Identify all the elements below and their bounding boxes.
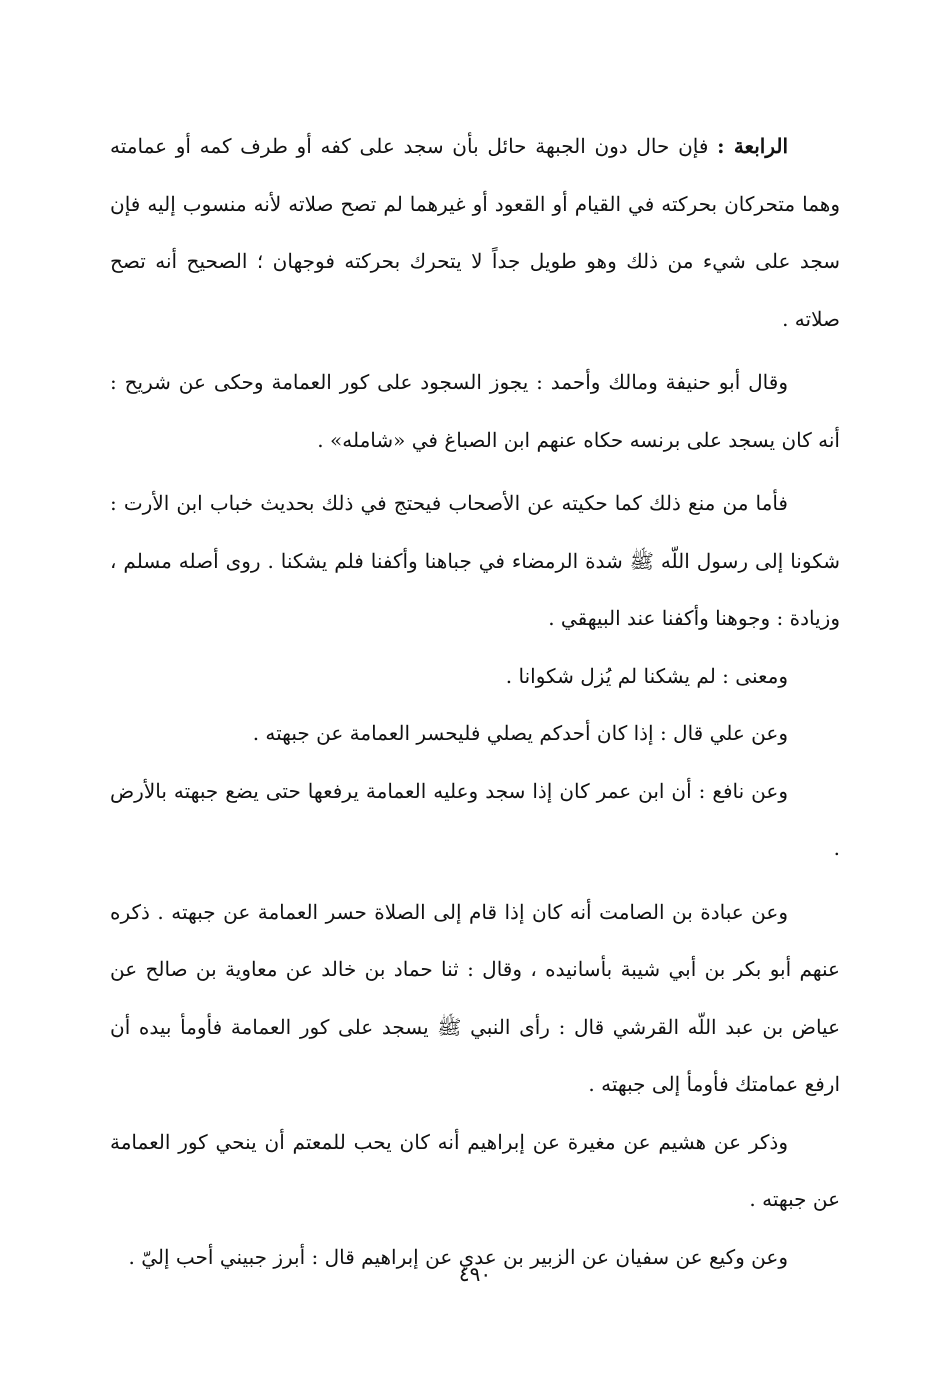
paragraph-ubada: وعن عبادة بن الصامت أنه كان إذا قام إلى الصلاة حسر العمامة عن جبهته . ذكره عنهم أبو بكر بن أبي شيبة بأسانيده ، وقال : ثنا حماد بن خالد عن معاوية بن صالح عن عياض بن عبد اللّه القرشي قال : رأى النبي ﷺ يسجد على كور العمامة فأومأ بيده أن ارفع عمامتك فأومأ إلى جبهته . [110, 899, 840, 1096]
page-number: ٤٩٠ [458, 1262, 492, 1286]
paragraph-lead-label: الرابعة : [717, 134, 789, 158]
paragraph-khabbab-hadith: فأما من منع ذلك كما حكيته عن الأصحاب فيحتج في ذلك بحديث خباب ابن الأرت : شكونا إلى رسول اللّه ﷺ شدة الرمضاء في جباهنا وأكفنا فلم يشكنا . روى أصله مسلم ، وزيادة : وجوهنا وأكفنا عند البيهقي . [110, 491, 840, 630]
page-body [110, 118, 840, 1278]
paragraph-abu-hanifa: وقال أبو حنيفة ومالك وأحمد : يجوز السجود على كور العمامة وحكى عن شريح : أنه كان يسجد على برنسه حكاه عنهم ابن الصباغ في «شامله» . [110, 370, 840, 452]
paragraph-waki: وعن وكيع عن سفيان عن الزبير بن عدي عن إبراهيم قال : أبرز جبيني أحب إليّ . [128, 1244, 788, 1269]
paragraph-nafi: وعن نافع : أن ابن عمر كان إذا سجد وعليه العمامة يرفعها حتى يضع جبهته بالأرض . [110, 778, 840, 860]
paragraph-ali: وعن علي قال : إذا كان أحدكم يصلي فليحسر العمامة عن جبهته . [252, 721, 788, 745]
paragraph-meaning: ومعنى : لم يشكنا لم يُزل شكوانا . [505, 663, 788, 688]
paragraph-rabia [110, 118, 840, 348]
paragraph-text: فإن حال دون الجبهة حائل بأن سجد على كفه أو طرف كمه أو عمامته وهما متحركان بحركته في القيام أو القعود أو غيرهما لم تصح صلاته لأنه منسوب إليه فإن سجد على شيء من ذلك وهو طويل جداً لا يتحرك بحركته فوجهان ؛ الصحيح أنه تصح صلاته . [110, 134, 840, 331]
paragraph-hushaym: وذكر عن هشيم عن مغيرة عن إبراهيم أنه كان يحب للمعتم أن ينحي كور العمامة عن جبهته . [110, 1129, 840, 1211]
